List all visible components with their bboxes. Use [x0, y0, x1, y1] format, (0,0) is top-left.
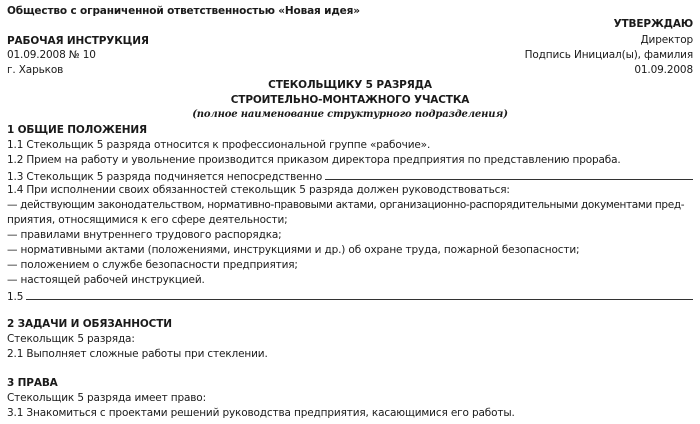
- bullet-safety-acts: — нормативными актами (положениями, инструкциями и др.) об охране труда, пожарной безопасности;: [7, 244, 580, 256]
- organization-name: Общество с ограниченной ответственностью «Новая идея»: [7, 5, 360, 17]
- approver-position: Директор: [640, 34, 693, 46]
- title-line-2: СТРОИТЕЛЬНО-МОНТАЖНОГО УЧАСТКА: [230, 94, 470, 106]
- section-3-heading: 3 ПРАВА: [7, 377, 58, 389]
- document-type: РАБОЧАЯ ИНСТРУКЦИЯ: [7, 35, 149, 47]
- section-2-heading: 2 ЗАДАЧИ И ОБЯЗАННОСТИ: [7, 318, 172, 330]
- bullet-security-service: — положением о службе безопасности предприятия;: [7, 259, 298, 271]
- section-1-heading: 1 ОБЩИЕ ПОЛОЖЕНИЯ: [7, 124, 147, 136]
- fill-in-line: [325, 169, 693, 180]
- title-subtitle: (полное наименование структурного подразделения): [192, 109, 508, 120]
- document-city: г. Харьков: [7, 64, 64, 76]
- paragraph-1-5: [7, 289, 693, 303]
- bullet-legislation: — действующим законодательством, нормативно-правовыми актами, организационно-распорядительными документами пред-: [7, 199, 685, 211]
- paragraph-1-5-text: 1.5: [7, 291, 24, 303]
- paragraph-1-3-text: 1.3 Стекольщик 5 разряда подчиняется непосредственно: [7, 171, 323, 183]
- approve-title: УТВЕРЖДАЮ: [613, 18, 693, 30]
- paragraph-1-2: 1.2 Прием на работу и увольнение производится приказом директора предприятия по представлению прораба.: [7, 154, 621, 166]
- title-line-1: СТЕКОЛЬЩИКУ 5 РАЗРЯДА: [268, 79, 432, 91]
- bullet-this-instruction: — настоящей рабочей инструкцией.: [7, 274, 205, 286]
- paragraph-1-1: 1.1 Стекольщик 5 разряда относится к профессиональной группе «рабочие».: [7, 139, 431, 151]
- paragraph-1-3: [7, 169, 693, 183]
- paragraph-3-1: 3.1 Знакомиться с проектами решений руководства предприятия, касающимися его работы.: [7, 407, 515, 419]
- section-3-intro: Стекольщик 5 разряда имеет право:: [7, 392, 206, 404]
- section-2-intro: Стекольщик 5 разряда:: [7, 333, 135, 345]
- approve-date: 01.09.2008: [634, 64, 693, 76]
- document-number: 01.09.2008 № 10: [7, 49, 96, 61]
- signature-line: Подпись Инициал(ы), фамилия: [524, 49, 693, 61]
- bullet-labor-rules: — правилами внутреннего трудового распорядка;: [7, 229, 282, 241]
- paragraph-2-1: 2.1 Выполняет сложные работы при стеклении.: [7, 348, 268, 360]
- paragraph-1-4: 1.4 При исполнении своих обязанностей стекольщик 5 разряда должен руководствоваться:: [7, 184, 510, 196]
- fill-in-line: [26, 289, 693, 300]
- bullet-legislation-cont: приятия, относящимися к его сфере деятельности;: [7, 214, 288, 226]
